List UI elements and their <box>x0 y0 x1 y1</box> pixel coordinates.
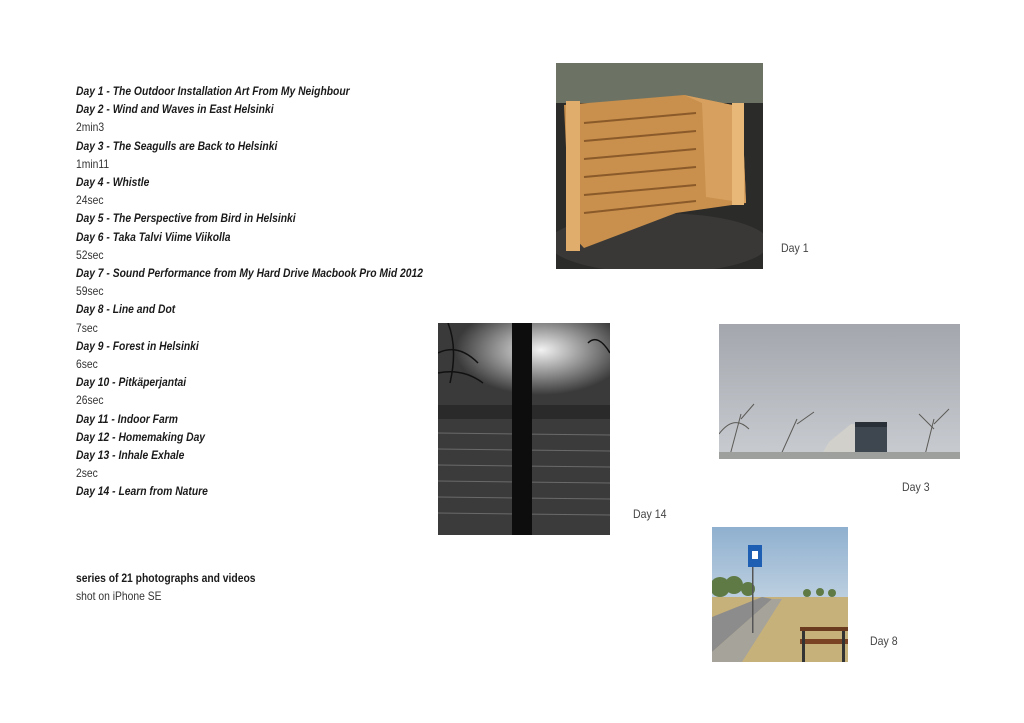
entry-8 <box>76 300 420 336</box>
series-description <box>76 569 255 605</box>
entry-title: Day 3 - The Seagulls are Back to Helsinki <box>76 138 278 153</box>
entry-9 <box>76 337 420 373</box>
entry-title: Day 12 - Homemaking Day <box>76 429 206 444</box>
photo-day14 <box>438 323 610 535</box>
entry-1 <box>76 82 420 100</box>
entry-title: Day 13 - Inhale Exhale <box>76 448 185 463</box>
entry-duration: 2min3 <box>76 120 105 135</box>
entry-title: Day 4 - Whistle <box>76 175 150 190</box>
entry-title: Day 7 - Sound Performance from My Hard Drive Macbook Pro Mid 2012 <box>76 266 423 281</box>
caption-day3: Day 3 <box>902 480 930 494</box>
series-device: shot on iPhone SE <box>76 589 162 603</box>
entry-2 <box>76 100 420 136</box>
entry-title: Day 5 - The Perspective from Bird in Helsinki <box>76 211 296 226</box>
entry-title: Day 11 - Indoor Farm <box>76 411 178 426</box>
photo-day8 <box>712 527 848 662</box>
entry-list <box>76 82 423 501</box>
photo-day1 <box>556 63 763 269</box>
entry-10 <box>76 373 420 409</box>
entry-duration: 6sec <box>76 357 98 372</box>
entry-duration: 1min11 <box>76 156 110 171</box>
entry-4 <box>76 173 420 209</box>
entry-7 <box>76 264 423 300</box>
entry-duration: 24sec <box>76 193 104 208</box>
entry-duration: 26sec <box>76 393 104 408</box>
entry-title: Day 1 - The Outdoor Installation Art From My Neighbour <box>76 84 350 98</box>
series-count: series of 21 photographs and videos <box>76 571 256 585</box>
caption-day8: Day 8 <box>870 634 898 648</box>
entry-3 <box>76 137 420 173</box>
entry-title: Day 6 - Taka Talvi Viime Viikolla <box>76 229 231 244</box>
entry-14 <box>76 482 420 500</box>
entry-title: Day 10 - Pitkäperjantai <box>76 375 187 390</box>
photo-day3 <box>719 324 960 459</box>
entry-13 <box>76 446 420 482</box>
entry-6 <box>76 228 420 264</box>
entry-title: Day 9 - Forest in Helsinki <box>76 338 199 353</box>
entry-duration: 52sec <box>76 247 104 262</box>
caption-day14: Day 14 <box>633 507 667 521</box>
entry-12 <box>76 428 420 446</box>
entry-title: Day 2 - Wind and Waves in East Helsinki <box>76 102 274 117</box>
entry-duration: 7sec <box>76 320 98 335</box>
entry-title: Day 8 - Line and Dot <box>76 302 176 317</box>
caption-day1: Day 1 <box>781 241 809 255</box>
entry-11 <box>76 410 420 428</box>
entry-title: Day 14 - Learn from Nature <box>76 484 208 499</box>
entry-duration: 59sec <box>76 284 104 299</box>
entry-5 <box>76 209 420 227</box>
entry-duration: 2sec <box>76 466 98 481</box>
